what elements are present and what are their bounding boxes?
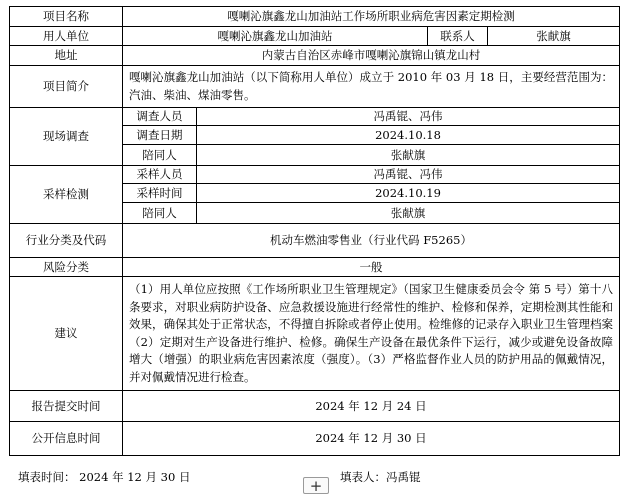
publish-time-value: 2024 年 12 月 30 日 bbox=[123, 422, 620, 456]
samplers-value: 冯禹锟、冯伟 bbox=[197, 166, 620, 184]
advice-value: （1）用人单位应按照《工作场所职业卫生管理规定》（国家卫生健康委员会令 第 5 号）第十八条要求，对职业病防护设备、应急救援设施进行经常性的维护、检修和保养，定期检测其性能和效果，确保其处于正常状态，不得擅自拆除或者停止使用。检维修的记录存入职业卫生管理档案（2）定期对生产设备进行维护、检修。确保生产设备在最优条件下运行，减少或避免设备故障增大（增强）的职业病危害因素浓度（强度）。（3）严格监督作业人员的防护用品的佩戴情况，并对佩戴情况进行检查。 bbox=[123, 277, 620, 391]
survey-date-value: 2024.10.18 bbox=[197, 126, 620, 145]
filler: 填表人：冯禹锟 bbox=[340, 470, 421, 484]
industry-value: 机动车燃油零售业（行业代码 F5265） bbox=[123, 224, 620, 258]
submit-time-label: 报告提交时间 bbox=[10, 391, 123, 422]
risk-value: 一般 bbox=[123, 258, 620, 277]
profile-value: 嘎喇沁旗鑫龙山加油站（以下简称用人单位）成立于 2010 年 03 月 18 日，主要经营范围为：汽油、柴油、煤油零售。 bbox=[123, 66, 620, 108]
address-label: 地址 bbox=[10, 46, 123, 66]
sampling-time-value: 2024.10.19 bbox=[197, 184, 620, 203]
site-survey-label: 现场调查 bbox=[10, 108, 123, 166]
sampling-escort-label: 陪同人 bbox=[123, 203, 197, 224]
sampling-label: 采样检测 bbox=[10, 166, 123, 224]
investigators-value: 冯禹锟、冯伟 bbox=[197, 108, 620, 126]
risk-label: 风险分类 bbox=[10, 258, 123, 277]
address-value: 内蒙古自治区赤峰市嘎喇沁旗锦山镇龙山村 bbox=[123, 46, 620, 66]
contact-label: 联系人 bbox=[428, 27, 488, 46]
contact-value: 张献旗 bbox=[488, 27, 620, 46]
report-table bbox=[9, 6, 620, 456]
survey-escort-label: 陪同人 bbox=[123, 145, 197, 166]
samplers-label: 采样人员 bbox=[123, 166, 197, 184]
industry-label: 行业分类及代码 bbox=[10, 224, 123, 258]
add-button[interactable]: + bbox=[303, 477, 329, 494]
project-name-value: 嘎喇沁旗鑫龙山加油站工作场所职业病危害因素定期检测 bbox=[123, 7, 620, 27]
employer-value: 嘎喇沁旗鑫龙山加油站 bbox=[123, 27, 428, 46]
sampling-time-label: 采样时间 bbox=[123, 184, 197, 203]
sampling-escort-value: 张献旗 bbox=[197, 203, 620, 224]
investigators-label: 调查人员 bbox=[123, 108, 197, 126]
submit-time-value: 2024 年 12 月 24 日 bbox=[123, 391, 620, 422]
survey-date-label: 调查日期 bbox=[123, 126, 197, 145]
fill-date: 填表时间： 2024 年 12 月 30 日 bbox=[18, 470, 191, 484]
survey-escort-value: 张献旗 bbox=[197, 145, 620, 166]
publish-time-label: 公开信息时间 bbox=[10, 422, 123, 456]
profile-label: 项目简介 bbox=[10, 66, 123, 108]
advice-label: 建议 bbox=[10, 277, 123, 391]
employer-label: 用人单位 bbox=[10, 27, 123, 46]
project-name-label: 项目名称 bbox=[10, 7, 123, 27]
